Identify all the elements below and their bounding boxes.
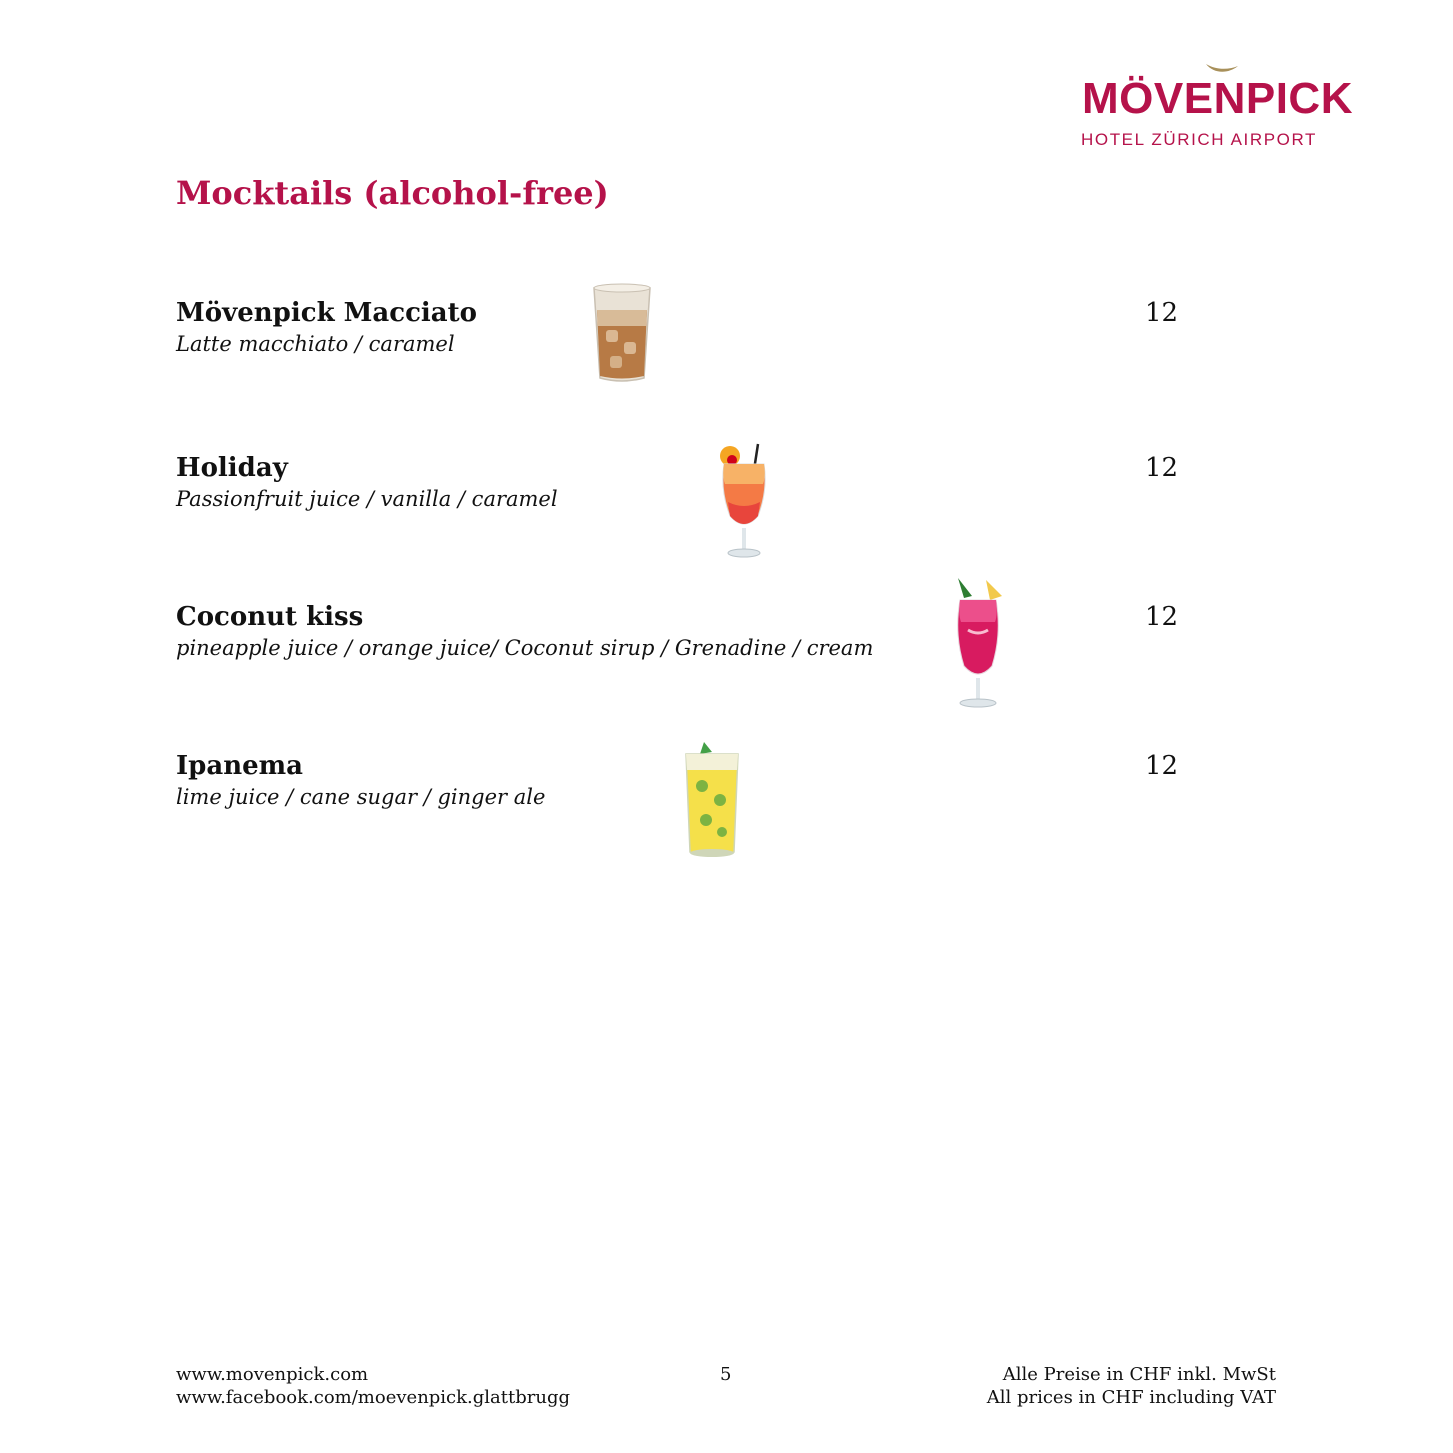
item-price: 12 (1145, 298, 1179, 328)
item-description: Passionfruit juice / vanilla / caramel (176, 487, 558, 511)
item-description: pineapple juice / orange juice/ Coconut sirup / Grenadine / cream (176, 636, 874, 660)
page-number: 5 (720, 1364, 732, 1385)
menu-item (176, 297, 1186, 359)
orange-cocktail-icon (714, 440, 774, 562)
price-note (987, 1363, 1276, 1409)
item-description: Latte macchiato / caramel (176, 332, 455, 356)
item-description: lime juice / cane sugar / ginger ale (176, 785, 546, 809)
iced-latte-icon (590, 280, 654, 384)
menu-item (176, 750, 1186, 812)
item-name: Holiday (176, 453, 288, 483)
logo-subtitle: HOTEL ZÜRICH AIRPORT (1081, 130, 1318, 149)
website-link[interactable]: www.movenpick.com (176, 1364, 369, 1385)
price-note-de: Alle Preise in CHF inkl. MwSt (1002, 1364, 1276, 1385)
item-name: Mövenpick Macciato (176, 298, 477, 328)
lime-drink-icon (682, 740, 742, 862)
section-title: Mocktails (alcohol-free) (176, 174, 609, 212)
menu-item (176, 452, 1186, 514)
item-price: 12 (1145, 751, 1179, 781)
item-price: 12 (1145, 602, 1179, 632)
item-name: Coconut kiss (176, 602, 364, 632)
logo-brand: MÖVENPICK (1082, 74, 1353, 123)
price-note-en: All prices in CHF including VAT (986, 1387, 1276, 1408)
pink-cocktail-icon (950, 574, 1006, 712)
facebook-link[interactable]: www.facebook.com/moevenpick.glattbrugg (176, 1387, 571, 1408)
item-price: 12 (1145, 453, 1179, 483)
item-name: Ipanema (176, 751, 303, 781)
menu-item (176, 601, 1186, 663)
hotel-logo (1078, 58, 1353, 154)
footer-links (176, 1363, 570, 1409)
